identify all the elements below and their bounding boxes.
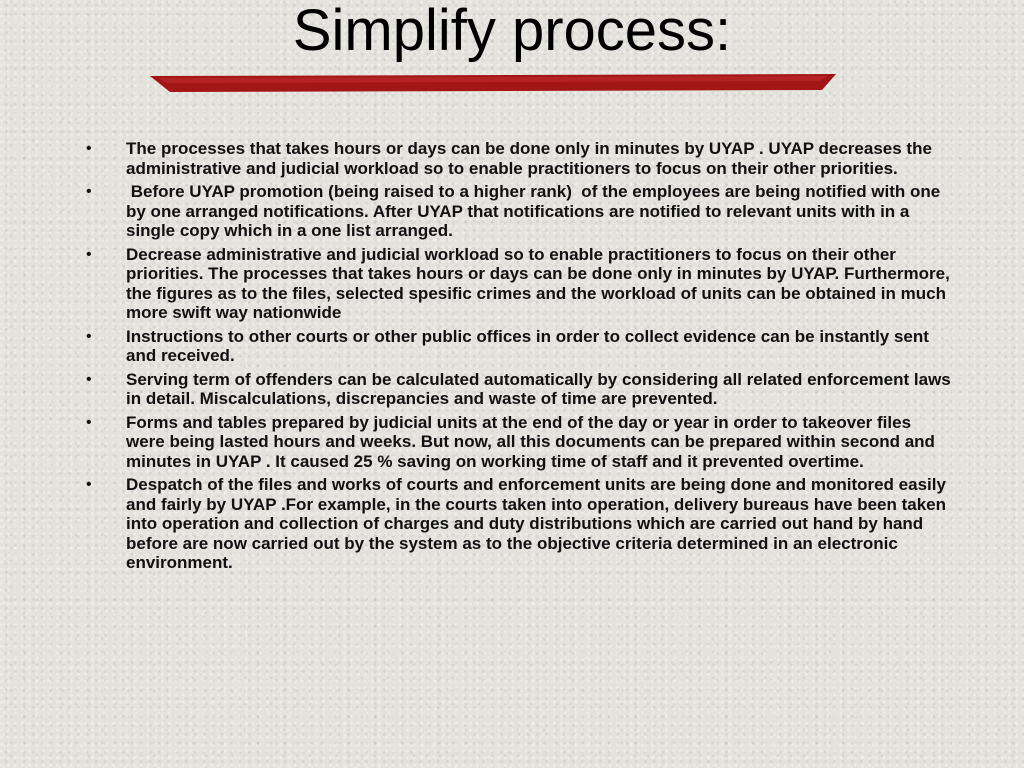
bullet-text: Forms and tables prepared by judicial units at the end of the day or year in order to takeover files were being lasted hours and weeks. But now, all this documents can be prepared within second and minutes in UYAP . It caused 25 % saving on working time of staff and it prevented overtime. (126, 412, 935, 471)
list-item (84, 182, 954, 241)
bullet-icon: • (86, 370, 92, 388)
list-item (84, 475, 954, 573)
bullet-text: Instructions to other courts or other public offices in order to collect evidence can be instantly sent and received. (126, 326, 929, 365)
list-item (84, 327, 954, 366)
bullet-text: Before UYAP promotion (being raised to a higher rank) of the employees are being notified with one by one arranged notifications. After UYAP that notifications are notified to relevant units with in a single copy which in a one list arranged. (126, 182, 945, 240)
bullet-icon: • (86, 476, 92, 493)
bullet-text: Despatch of the files and works of courts and enforcement units are being done and monitored easily and fairly by UYAP .For example, in the courts taken into operation, delivery bureaus have been taken into operation and collection of charges and duty distributions which are carried out hand by hand before are now carried out by the system as to the objective criteria determined in an electronic environment. (126, 475, 947, 572)
list-item (84, 370, 954, 409)
list-item (84, 413, 954, 472)
bullet-text: The processes that takes hours or days can be done only in minutes by UYAP . UYAP decreases the administrative and judicial workload so to enable practitioners to focus on their other priorities. (126, 139, 932, 178)
bullet-icon: • (86, 140, 92, 157)
bullet-text: Decrease administrative and judicial workload so to enable practitioners to focus on their other priorities. The processes that takes hours or days can be done only in minutes by UYAP. Furthermore, the figures as to the files, selected spesific crimes and the workload of units can be obtained in much more swift way nationwide (126, 244, 950, 322)
title-underline (150, 72, 836, 94)
slide-title: Simplify process: (292, 0, 732, 63)
list-item (84, 139, 954, 178)
bullet-icon: • (86, 413, 92, 431)
bullet-icon: • (86, 327, 92, 345)
bullet-icon: • (86, 183, 92, 200)
list-item (84, 245, 954, 323)
bullet-text: Serving term of offenders can be calculated automatically by considering all related enforcement laws in detail. Miscalculations, discrepancies and waste of time are prevented. (126, 369, 951, 408)
bullet-list (84, 139, 954, 577)
bullet-icon: • (86, 245, 92, 263)
